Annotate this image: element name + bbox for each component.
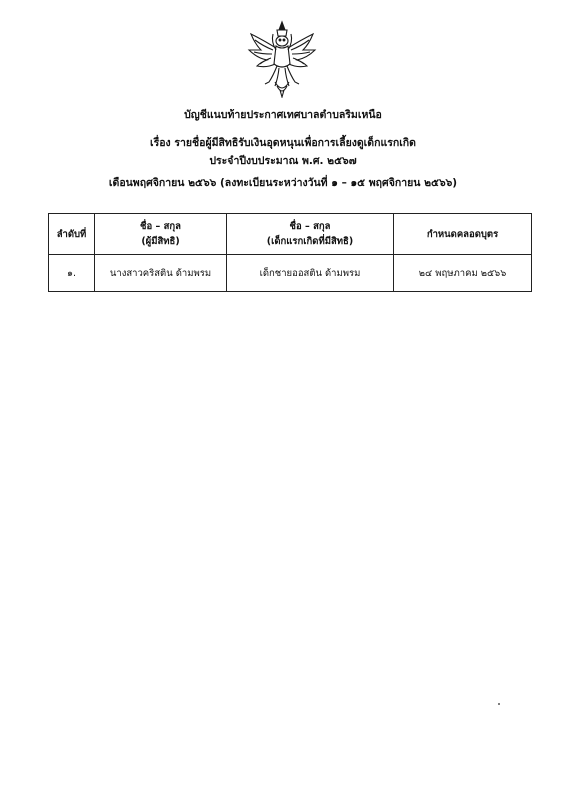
document-title: บัญชีแนบท้ายประกาศเทศบาลตำบลริมเหนือ [184,109,382,121]
header-recipient-line2: (ผู้มีสิทธิ) [141,236,180,247]
header-due-date [394,214,532,255]
table-row [49,255,532,292]
header-due-date-label: กำหนดคลอดบุตร [426,228,499,240]
cell-order: ๑. [49,255,95,292]
registration-period: เดือนพฤศจิกายน ๒๕๖๖ (ลงทะเบียนระหว่างวันที่ ๑ – ๑๕ พฤศจิกายน ๒๕๖๖) [108,177,458,189]
header-child [227,214,394,255]
cell-due-date: ๒๔ พฤษภาคม ๒๕๖๖ [394,255,532,292]
header-child-line2: (เด็กแรกเกิดที่มีสิทธิ) [266,236,354,247]
fiscal-year: ประจำปีงบประมาณ พ.ศ. ๒๕๖๗ [209,155,357,167]
table-header-row [49,214,532,255]
scan-speck [498,703,500,705]
header-recipient [95,214,227,255]
cell-child: เด็กชายออสติน ด้ามพรม [227,255,394,292]
header-order [49,214,95,255]
header-recipient-line1: ชื่อ – สกุล [140,221,181,232]
garuda-emblem-icon [245,20,319,98]
header-child-line1: ชื่อ – สกุล [289,221,331,232]
document-subject: เรื่อง รายชื่อผู้มีสิทธิรับเงินอุดหนุนเพื่อการเลี้ยงดูเด็กแรกเกิด [150,137,416,149]
cell-recipient: นางสาวคริสติน ด้ามพรม [95,255,227,292]
header-order-label: ลำดับที่ [56,228,87,240]
recipients-table [48,213,532,292]
